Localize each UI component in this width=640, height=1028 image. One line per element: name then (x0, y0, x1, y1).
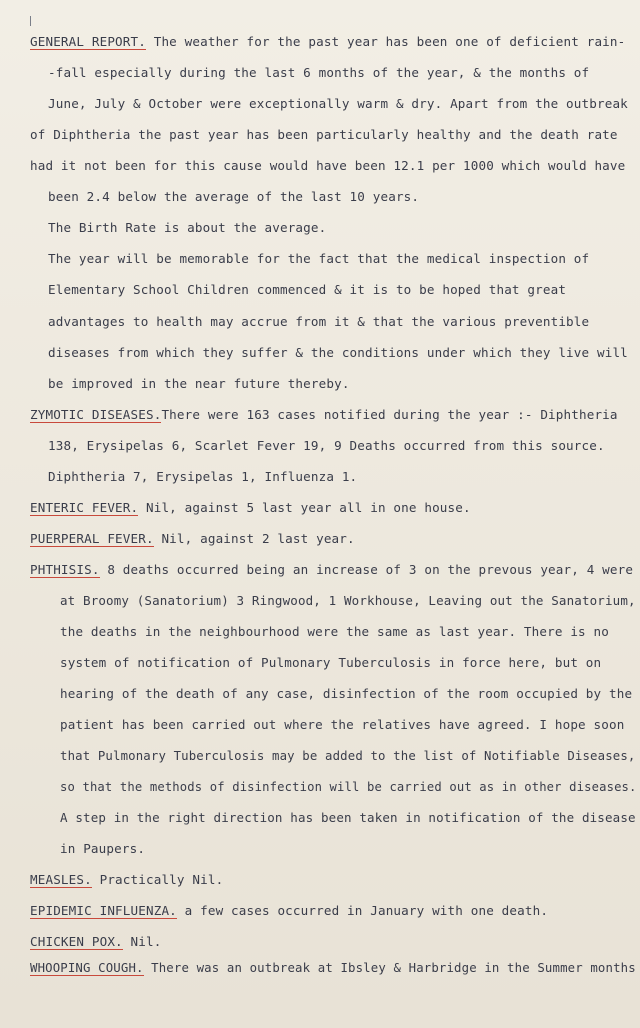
section-heading: MEASLES. (30, 872, 92, 887)
line-text: June, July & October were exceptionally warm & dry. Apart from the outbreak (48, 96, 628, 111)
section-line (30, 34, 625, 50)
text-line (60, 593, 636, 609)
section-heading: WHOOPING COUGH. (30, 961, 144, 975)
line-text: Nil. (122, 934, 162, 949)
text-line (48, 438, 605, 454)
text-line (60, 624, 609, 640)
text-line (48, 469, 357, 485)
line-text: of Diphtheria the past year has been particularly healthy and the death rate (30, 127, 618, 142)
section-heading: PHTHISIS. (30, 562, 100, 577)
line-text: Nil, against 5 last year all in one house. (138, 500, 471, 515)
line-text: There was an outbreak at Ibsley & Harbridge in the Summer months (143, 961, 636, 975)
line-text: The weather for the past year has been one of deficient rain- (145, 34, 626, 49)
section-line (30, 531, 355, 547)
section-line (30, 934, 161, 950)
line-text: patient has been carried out where the relatives have agreed. I hope soon (60, 717, 625, 732)
line-text: Practically Nil. (91, 872, 224, 887)
margin-mark (30, 16, 31, 26)
text-line (48, 220, 326, 236)
text-line (48, 96, 628, 112)
section-heading: CHICKEN POX. (30, 934, 123, 949)
text-line (60, 686, 632, 702)
line-text: hearing of the death of any case, disinfection of the room occupied by the (60, 686, 633, 701)
text-line (48, 282, 566, 298)
text-line (60, 779, 637, 795)
text-line (30, 158, 625, 174)
text-line (48, 345, 628, 361)
line-text: a few cases occurred in January with one death. (176, 903, 549, 918)
line-text: The Birth Rate is about the average. (48, 220, 327, 235)
text-line (60, 655, 601, 671)
line-text: advantages to health may accrue from it & that the various preventible (48, 314, 590, 329)
line-text: -fall especially during the last 6 months of the year, & the months of (48, 65, 590, 80)
line-text: There were 163 cases notified during the year :- Diphtheria (161, 407, 618, 422)
text-line (48, 251, 589, 267)
line-text: be improved in the near future thereby. (48, 376, 350, 391)
section-line (30, 562, 633, 578)
line-text: that Pulmonary Tuberculosis may be added to the list of Notifiable Diseases, (60, 749, 636, 763)
section-line (30, 872, 223, 888)
line-text: Elementary School Children commenced & it is to be hoped that great (48, 282, 567, 297)
text-line (48, 376, 350, 392)
text-line (30, 127, 618, 143)
line-text: 8 deaths occurred being an increase of 3 on the prevous year, 4 were (99, 562, 634, 577)
line-text: been 2.4 below the average of the last 10 years. (48, 189, 420, 204)
line-text: Nil, against 2 last year. (153, 531, 355, 546)
text-line (48, 65, 589, 81)
line-text: The year will be memorable for the fact that the medical inspection of (48, 251, 590, 266)
line-text: so that the methods of disinfection will be carried out as in other diseases. (60, 780, 637, 794)
text-line (48, 189, 419, 205)
section-heading: GENERAL REPORT. (30, 34, 146, 49)
section-heading: PUERPERAL FEVER. (30, 531, 154, 546)
text-line (60, 810, 636, 826)
section-line (30, 960, 636, 976)
line-text: A step in the right direction has been taken in notification of the disease (60, 810, 636, 825)
text-line (60, 841, 145, 857)
line-text: at Broomy (Sanatorium) 3 Ringwood, 1 Workhouse, Leaving out the Sanatorium, (60, 593, 636, 608)
text-line (48, 314, 589, 330)
section-line (30, 407, 618, 423)
line-text: system of notification of Pulmonary Tuberculosis in force here, but on (60, 655, 602, 670)
text-line (60, 717, 624, 733)
line-text: diseases from which they suffer & the conditions under which they live will (48, 345, 628, 360)
section-heading: EPIDEMIC INFLUENZA. (30, 903, 177, 918)
line-text: had it not been for this cause would have been 12.1 per 1000 which would have (30, 158, 626, 173)
section-heading: ZYMOTIC DISEASES. (30, 407, 162, 422)
line-text: the deaths in the neighbourhood were the same as last year. There is no (60, 624, 609, 639)
line-text: in Paupers. (60, 841, 146, 856)
line-text: Diphtheria 7, Erysipelas 1, Influenza 1. (48, 469, 358, 484)
line-text: 138, Erysipelas 6, Scarlet Fever 19, 9 Deaths occurred from this source. (48, 438, 605, 453)
section-line (30, 903, 548, 919)
section-heading: ENTERIC FEVER. (30, 500, 139, 515)
section-line (30, 500, 471, 516)
text-line (60, 748, 635, 764)
